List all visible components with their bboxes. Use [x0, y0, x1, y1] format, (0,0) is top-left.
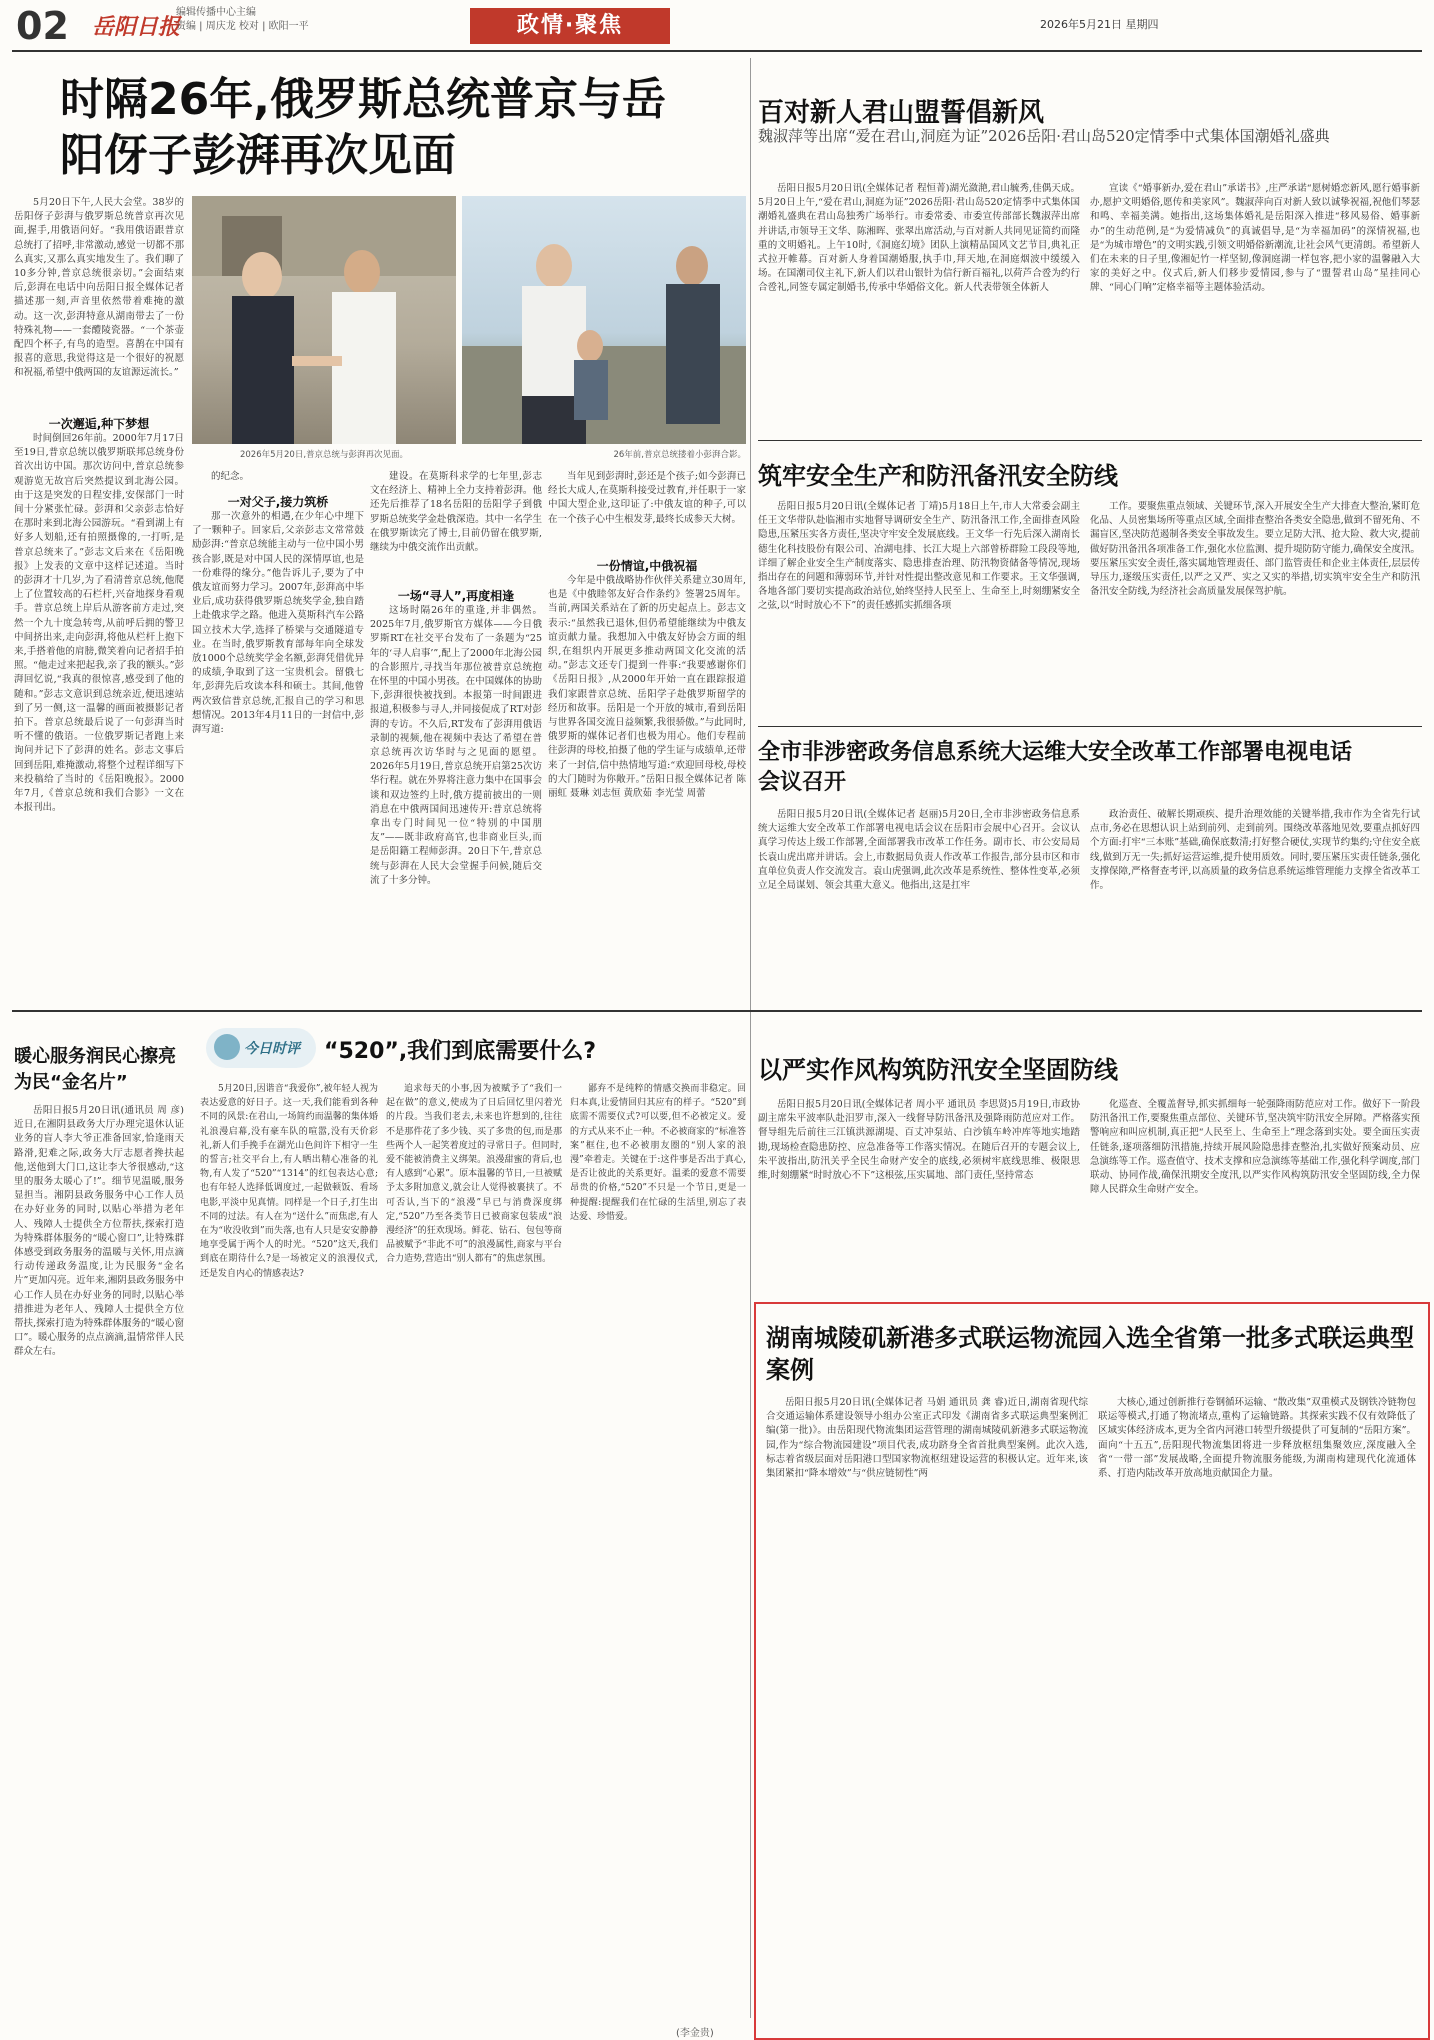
photo-meeting-2026	[192, 196, 456, 444]
editor-credits	[176, 6, 309, 34]
rule-1	[758, 440, 1422, 441]
commentary-author: (李金贵)	[676, 2028, 714, 2039]
commentary-col1: 5月20日,因谐音“我爱你”,被年轻人视为表达爱意的好日子。这一天,我们能看到各种不同的风景:在君山,一场简约而温馨的集体婚礼浪漫启幕,没有豪车队的喧嚣,没有天价彩礼,新人们手挽手在湖光山色间许下相守一生的誓言;社交平台上,有人晒出精心准备的礼物,有人发了“520”“1314”的红包表达心意;也有年轻人选择低调度过,一起做顿饭、看场电影,平淡中见真情。同样是一个日子,打生出不同的过法。有人在为“送什么”而焦虑,有人在为“收没收到”而失落,也有人只是安安静静地享受属于两个人的时光。“520”这天,我们到底在期待什么?是一场被定义的浪漫仪式,还是发自内心的情感表达?	[200, 1084, 378, 1279]
it-reform-col1: 岳阳日报5月20日讯(全媒体记者 赵丽)5月20日,全市非涉密政务信息系统大运维大安全改革工作部署电视电话会议在岳阳市会展中心召开。会议认真学习传达上级工作部署,全面部署我市改革工作任务。副市长、市公安局局长袁山虎出席并讲话。会上,市数据局负责人作改革工作报告,部分县市区和市直单位负责人作交流发言。袁山虎强调,此次改革是系统性、整体性变革,必须立足全局谋划、领会其重大意义。他指出,这是扛牢	[758, 809, 1080, 892]
speech-bubble-icon	[214, 1034, 240, 1060]
safety-headline: 筑牢安全生产和防汛备汛安全防线	[758, 462, 1118, 490]
flood-headline: 以严实作风构筑防汛安全坚固防线	[758, 1056, 1118, 1084]
lead-subtitle-1: 一次邂逅,种下梦想	[48, 417, 150, 431]
it-reform-col2: 政治责任、破解长期顽疾、提升治理效能的关键举措,我市作为全省先行试点市,务必在思想认识上站到前列、走到前列。围绕改革落地见效,要重点抓好四个方面:打牢“三本账”基础,确保底数清;打好整合硬仗,实现节约集约;守住安全底线,做到万无一失;抓好运营运维,提升使用质效。同时,要压紧压实责任链条,强化支撑保障,严格督查考评,以高质量的政务信息系统运维管理能力支撑全省改革工作。	[1090, 809, 1420, 892]
rule-2	[758, 726, 1422, 727]
masthead-logo: 岳阳日报	[92, 14, 181, 40]
safety-col2: 工作。要聚焦重点领域、关键环节,深入开展安全生产大排查大整治,紧盯危化品、人员密集场所等重点区域,全面排查整治各类安全隐患,做到不留死角、不漏盲区,坚决防范遏制各类安全事故发生。要立足防大汛、抢大险、救大灾,提前做好防汛备汛各项准备工作,强化水位监测、提升堤防防守能力,确保安全度汛。要压紧压实安全责任,落实属地管理责任、部门监管责任和企业主体责任,层层传导压力,逐级压实责任,以严之又严、实之又实的举措,切实筑牢安全生产和防汛备汛安全防线,为经济社会高质量发展保驾护航。	[1090, 501, 1420, 598]
lead-col4-head: 当年见到彭湃时,彭还是个孩子;如今彭湃已经长大成人,在莫斯科接受过教育,并任职于一家中国大型企业,这印证了:中俄友谊的种子,可以在一个孩子心中生根发芽,最终长成参天大树。	[548, 471, 746, 525]
flood-col1: 岳阳日报5月20日讯(全媒体记者 周小平 通讯员 李思贤)5月19日,市政协副主席朱平波率队赴汨罗市,深入一线督导防汛备汛及强降雨防范应对工作。督导组先后前往三江镇洪源湖堤、百丈冲泵站、白沙镇车岭冲库等地实地踏勘,现场检查隐患防控、应急准备等工作落实情况。在随后召开的专题会议上,朱平波指出,防汛关乎全民生命财产安全的底线,必须树牢底线思维、极限思维,时刻绷紧“时时放心不下”这根弦,压实属地、部门责任,坚持常态	[758, 1099, 1080, 1182]
column-divider	[750, 58, 751, 2018]
commentary-headline: “520”,我们到底需要什么?	[324, 1039, 596, 1064]
issue-date: 2026年5月21日 星期四	[1040, 18, 1159, 31]
commentary-tag: 今日时评	[244, 1041, 300, 1057]
lead-col2-head: 的纪念。	[211, 471, 250, 482]
section-banner: 政情·聚焦	[470, 8, 670, 44]
wedding-col2: 宣读《“婚事新办,爱在君山”承诺书》,庄严承诺“愿树婚恋新风,愿行婚事新办,愿护文明婚俗,愿传和美家风”。魏淑萍向百对新人致以诚挚祝福,祝他们琴瑟和鸣、幸福美满。她指出,这场集体婚礼是岳阳深入推进“移风易俗、婚事新办”的生动范例,是“为爱情减负”的真诚倡导,是“为幸福加码”的深情祝福,也是“为城市增色”的文明实践,引领文明婚俗新潮流,让社会风气更清朗。希望新人们在未来的日子里,像湘妃竹一样坚韧,像洞庭湖一样包容,把小家的温馨融入大家的美好之中。仪式后,新人们移步爱情园,参与了“盟誓君山岛”星挂同心牌、“同心门响”定格幸福等主题体验活动。	[1090, 183, 1420, 294]
lead-col4: 今年是中俄战略协作伙伴关系建立30周年,也是《中俄睦邻友好合作条约》签署25周年。当前,两国关系站在了新的历史起点上。彭志文表示:“虽然我已退休,但仍希望能继续为中俄友谊贡献力量。我想加入中俄友好协会方面的组织,在组织内开展更多推动两国文化交流的活动。”彭志文还专门提到一件事:“我要感谢你们《岳阳日报》,从2000年开始一直在跟踪报道我们家跟普京总统、岳阳学子赴俄罗斯留学的经历和故事。岳阳是一个开放的城市,看到岳阳与世界各国交流日益频繁,我很骄傲。”与此同时,俄罗斯的媒体记者们也极为用心。他们专程前往彭湃的母校,拍摄了他的学生证与成绩单,还带来了一封信,信中热情地写道:“欢迎回母校,母校的大门随时为你敞开。”岳阳日报全媒体记者 陈丽虹 聂琳 刘志恒 黄欣茹 李光莹 周蕾	[548, 575, 746, 800]
safety-col1: 岳阳日报5月20日讯(全媒体记者 丁靖)5月18日上午,市人大常委会副主任王文华带队赴临湘市实地督导调研安全生产、防汛备汛工作,全面排查风险隐患,压紧压实各方责任,坚决守牢安全发展底线。王文华一行先后深入湖南长德生化科技股份有限公司、冶湖电排、长江大堤上六部曾桥群险工段段等地,详细了解企业安全生产制度落实、隐患排查治理、防汛物资储备等情况,现场指出存在的问题和薄弱环节,并针对性提出整改意见和工作要求。王文华强调,各地各部门要切实提高政治站位,始终坚持人民至上、生命至上,时刻绷紧安全之弦,以“时时放心不下”的责任感抓实抓细各项	[758, 501, 1080, 612]
lead-subtitle-4: 一份情谊,中俄祝福	[596, 559, 698, 573]
page-number: 02	[16, 4, 69, 48]
lead-col3-head: 建设。在莫斯科求学的七年里,彭志文在经济上、精神上全力支持着彭湃。他还先后推荐了18名岳阳的岳阳学子到俄罗斯总统奖学金赴俄深造。其中一名学生在俄罗斯读完了博士,目前仍留在俄罗斯,继续为中俄交流作出贡献。	[370, 471, 542, 554]
photo-caption-right: 26年前,普京总统搂着小彭湃合影。	[613, 450, 746, 460]
editor-line1: 编辑传播中心主编	[176, 7, 256, 18]
photo-caption-left: 2026年5月20日,普京总统与彭湃再次见面。	[239, 450, 409, 460]
lead-subtitle-3: 一场“寻人”,再度相逢	[397, 589, 515, 603]
lead-col1: 时间倒回26年前。2000年7月17日至19日,普京总统以俄罗斯联邦总统身份首次出访中国。那次访问中,普京总统参观游览无故宫后突然提议到北海公园。由于这是突发的日程安排,安保部门一时间十分紧张忙碌。彭湃和父亲彭志恰好在那时来到北海公园游玩。“看到湖上有好多人划船,还有拍照摄像的,一打听,是普京总统来了。”彭志文后来在《岳阳晚报》上发表的文章中这样记述道。当时的彭湃才十几岁,为了看清普京总统,他爬上了位置较高的石栏杆,兴奋地探身看观手。普京总统上岸后从游客前方走过,突然一个九十度急转弯,从前呼后拥的警卫中间挤出来,走向彭湃,将他从栏杆上抱下来,手搭着他的肩膀,微笑着向记者招手拍照。“他走过来把起我,亲了我的额头。”彭湃回忆说,“我真的很惊喜,感受到了他的随和。”彭志文意识到总统亲近,便迅速站到了另一侧,这一温馨的画面被摄影记者拍下。普京总统最后说了一句彭湃当时听不懂的俄语。一位俄罗斯记者跑上来询问并记下了彭湃的姓名。彭志文事后回到岳阳,难掩激动,将整个过程详细写下来投稿给了当时的《岳阳晚报》。2000年7月,《普京总统和我们合影》一文在本报刊出。	[14, 433, 184, 814]
logistics-col1: 岳阳日报5月20日讯(全媒体记者 马娟 通讯员 龚 睿)近日,湖南省现代综合交通运输体系建设领导小组办公室正式印发《湖南省多式联运典型案例汇编(第一批)》。由岳阳现代物流集团运营管理的湖南城陵矶新港多式联运物流园,作为“综合物流园建设”项目代表,成功跻身全省首批典型案例。此次入选,标志着省级层面对岳阳港口型国家物流枢纽建设运营的积极认定。近年来,该集团紧扣“降本增效”与“供应链韧性”两	[766, 1397, 1088, 1480]
rule-3	[12, 1010, 1422, 1012]
lead-headline: 时隔26年,俄罗斯总统普京与岳阳伢子彭湃再次见面	[60, 74, 666, 181]
lead-subtitle-2: 一对父子,接力筑桥	[227, 495, 329, 509]
it-reform-headline: 全市非涉密政务信息系统大运维大安全改革工作部署电视电话会议召开	[758, 740, 1353, 795]
header-rule	[12, 50, 1422, 52]
service-text: 岳阳日报5月20日讯(通讯员 周 彦)近日,在湘阴县政务大厅办理完退休认证业务的盲人李大爷正准备回家,恰逢雨天路滑,犯难之际,政务大厅志愿者搀扶起他,送他到大门口,这让李大爷很感动,“这里的服务太暖心了!”。细节见温暖,服务显担当。湘阴县政务服务中心工作人员在办好业务的同时,以贴心举措为老年人、残障人士提供全方位帮扶,探索打造为特殊群体服务的“暖心窗口”,让特殊群体感受到政务服务的温暖与关怀,用点滴行动传递政务温度,让为民服务“金名片”更加闪亮。近年来,湘阴县政务服务中心工作人员在办好业务的同时,以贴心举措推进为老年人、残障人士提供全方位帮扶,探索打造为特殊群体服务的“暖心窗口”。暖心服务的点点滴滴,温情常伴人民群众左右。	[14, 1105, 184, 1358]
logistics-headline: 湖南城陵矶新港多式联运物流园入选全省第一批多式联运典型案例	[766, 1324, 1414, 1384]
commentary-col2: 追求每天的小事,因为被赋予了“我们一起在做”的意义,使成为了日后回忆里闪着光的片段。当我们老去,未来也许想到的,往往不是那件花了多少钱、买了多贵的包,而是那些两个人一起笑着度过的寻常日子。但同时,爱不能被消费主义绑架。浪漫甜蜜的背后,也有人感到“心累”。原本温馨的节日,一旦被赋予太多附加意义,就会让人觉得被裹挟了。不可否认,当下的“浪漫”早已与消费深度绑定,“520”乃至各类节日已被商家包装成“浪漫经济”的狂欢现场。鲜花、钻石、包包等商品被赋予“非此不可”的浪漫属性,商家与平台合力造势,营造出“别人都有”的焦虑氛围。	[386, 1084, 562, 1265]
flood-col2: 化巡查、全覆盖督导,抓实抓细每一轮强降雨防范应对工作。做好下一阶段防汛备汛工作,要聚焦重点部位、关键环节,坚决筑牢防汛安全屏障。严格落实预警响应和叫应机制,真正把“人民至上、生命至上”理念落到实处。要全面压实责任链条,逐项落细防汛措施,持续开展风险隐患排查整治,扎实做好预案动员、应急演练等工作。巡查值守、技术支撑和应急演练等基础工作,强化科学调度,部门联动、协同作战,确保汛期安全度汛,以严实作风构筑防汛安全坚固防线,全力保障人民群众生命财产安全。	[1090, 1099, 1420, 1196]
commentary-badge	[206, 1028, 316, 1068]
lead-intro: 5月20日下午,人民大会堂。38岁的岳阳伢子彭湃与俄罗斯总统普京再次见面,握手,用俄语问好。“我用俄语跟普京总统打了招呼,非常激动,感觉一切都不那么真实,又那么真实地发生了。我们聊了10多分钟,普京总统很亲切。”会面结束后,彭湃在电话中向岳阳日报全媒体记者描述那一刻,声音里依然带着难掩的激动。这一次,彭湃特意从湖南带去了一份特殊礼物——一套醴陵瓷器。“一个茶壶配四个杯子,有鸟的造型。喜鹊在中国有报喜的意思,我觉得这是一个很好的祝愿和祝福,希望中俄两国的友谊源远流长。”	[14, 197, 184, 379]
editor-line2: 责编 | 周庆龙 校对 | 欧阳一平	[176, 21, 309, 32]
service-headline: 暖心服务润民心擦亮为民“金名片”	[14, 1046, 176, 1093]
wedding-col1: 岳阳日报5月20日讯(全媒体记者 程恒菁)湖光潋滟,君山毓秀,佳偶天成。5月20日上午,“爱在君山,洞庭为证”2026岳阳·君山岛520定情季中式集体国潮婚礼盛典在君山岛独秀广场举行。市委常委、市委宣传部部长魏淑萍出席并讲话,市领导王文华、陈湘晖、张翠出席活动,与百对新人共同见证简约而隆重的文明婚礼。上午10时,《洞庭幻境》团队上演精品国风文艺节目,典礼正式拉开帷幕。百对新人身着国潮婚服,执手巾,拜天地,在洞庭烟波中缓缓入场。在国潮司仪主礼下,新人们以君山银针为信行新百福礼,以荷芦合卺为约行合卺礼,同签专属定制婚书,传承中华婚俗文化。新人代表带领全体新人	[758, 183, 1080, 294]
wedding-headline: 百对新人君山盟誓倡新风	[758, 98, 1045, 128]
lead-col3: 这场时隔26年的重逢,并非偶然。2025年7月,俄罗斯官方媒体——今日俄罗斯RT在社交平台发布了一条题为“25年的‘寻人启事’”,配上了2000年北海公园的合影照片,寻找当年那位被普京总统抱在怀里的中国小男孩。在中国媒体的协助下,彭湃很快被找到。本报第一时间跟进报道,积极参与寻人,并同接促成了RT对彭湃的专访。不久后,RT发布了彭湃用俄语录制的视频,他在视频中表达了希望在普京总统再次访华时与之见面的愿望。2026年5月19日,普京总统开启第25次访华行程。就在外界将注意力集中在国事会谈和双边签约上时,俄方提前披出的一则消息在中俄两国间迅速传开:普京总统将拿出专门时间见一位“特别的中国朋友”——既非政府高官,也非商业巨头,而是岳阳籍工程师彭湃。20日下午,普京总统与彭湃在人民大会堂握手问候,随后交流了十多分钟。	[370, 605, 542, 886]
wedding-subhead: 魏淑萍等出席“爱在君山,洞庭为证”2026岳阳·君山岛520定情季中式集体国潮婚礼盛典	[758, 127, 1330, 145]
lead-col2: 那一次意外的相遇,在少年心中埋下了一颗种子。回家后,父亲彭志文常常鼓励彭湃:“普京总统能主动与一位中国小男孩合影,既是对中国人民的深情厚谊,也是一份难得的缘分。”他告诉儿子,要为了中俄友谊而努力学习。2007年,彭湃高中毕业后,成功获得俄罗斯总统奖学金,独自踏上赴俄求学之路。他进入莫斯科汽车公路国立技术大学,选择了桥梁与交通隧道专业。在当时,俄罗斯教育部每年向全球发放1000个总统奖学金名额,彭湃凭借优异的成绩,争取到了这一宝贵机会。留俄七年,彭湃先后攻读本科和硕士。其间,他曾两次致信普京总统,汇报自己的学习和思想情况。2013年4月11日的一封信中,彭湃写道:	[192, 511, 364, 736]
logistics-col2: 大核心,通过创新推行卷钢循环运输、“散改集”双重模式及钢铁冷链物包联运等模式,打通了物流堵点,重构了运输链路。其探索实践不仅有效降低了区域实体经济成本,更为全省内河港口转型升级提供了可复制的“岳阳方案”。面向“十五五”,岳阳现代物流集团将进一步释放枢纽集聚效应,深度融入全省“一带一部”发展战略,全面提升物流服务能级,为湖南构建现代化流通体系、打造内陆改革开放高地贡献国企力量。	[1098, 1397, 1416, 1480]
commentary-col3: 鄙弃不是纯粹的情感交换而非稳定。回归本真,让爱情回归其应有的样子。“520”到底需不需要仪式?可以要,但不必被定义。爱的方式从来不止一种。不必被商家的“标准答案”框住,也不必被朋友圈的“别人家的浪漫”牵着走。关键在于:这件事是否出于真心,是否让彼此的关系更好。温柔的爱意不需要昂贵的价格,“520”不只是一个节日,更是一种提醒:提醒我们在忙碌的生活里,别忘了表达爱、珍惜爱。	[570, 1084, 746, 1222]
photo-meeting-2000	[462, 196, 746, 444]
